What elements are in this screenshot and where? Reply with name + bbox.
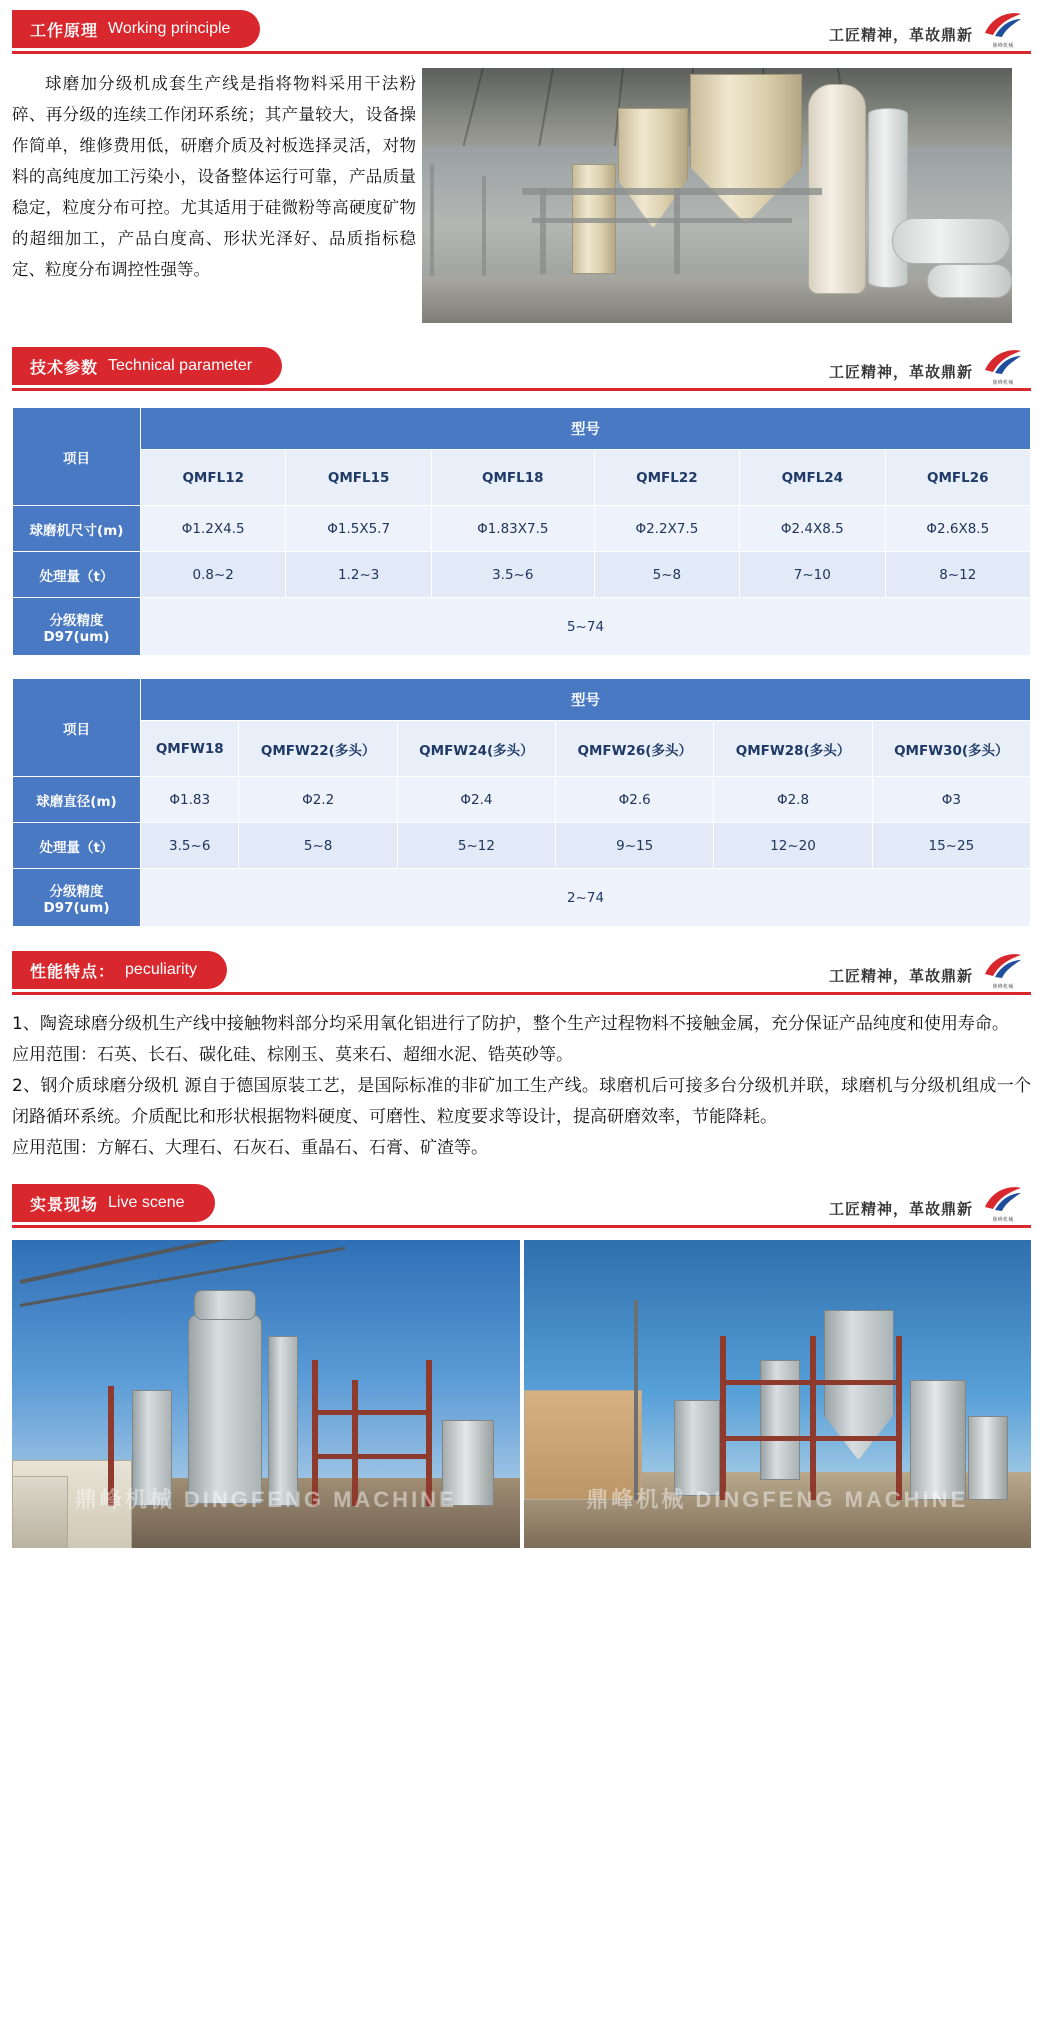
live-scene-photo-left xyxy=(12,1240,520,1548)
section-title-en: Working principle xyxy=(108,20,231,37)
photo-column xyxy=(760,1360,800,1480)
photo-building xyxy=(12,1476,68,1548)
row-label: 分级精度 D97(um) xyxy=(13,869,141,927)
data-cell: 8~12 xyxy=(885,552,1030,598)
peculiarity-line: 应用范围：方解石、大理石、石灰石、重晶石、石膏、矿渣等。 xyxy=(12,1138,488,1158)
logo-label: 鼎峰机械 xyxy=(992,380,1014,386)
data-cell: 9~15 xyxy=(556,823,714,869)
model-cell: QMFL26 xyxy=(885,450,1030,506)
photo-floor xyxy=(422,275,1012,323)
photo-tank xyxy=(910,1380,966,1500)
logo-swoosh-icon xyxy=(983,1185,1023,1211)
photo-watermark: 鼎峰机械 DINGFENG MACHINE xyxy=(74,1487,457,1512)
table-row xyxy=(13,721,1031,777)
section-header-peculiarity xyxy=(12,949,1031,995)
model-cell: QMFL24 xyxy=(740,450,885,506)
data-cell: 12~20 xyxy=(714,823,872,869)
section-tag xyxy=(12,951,227,989)
data-cell: Φ3 xyxy=(872,777,1030,823)
row-label: 分级精度 D97(um) xyxy=(13,598,141,656)
model-cell: QMFW30(多头） xyxy=(872,721,1030,777)
model-header: 型号 xyxy=(141,679,1031,721)
logo-label: 鼎峰机械 xyxy=(992,43,1014,49)
photo-frame xyxy=(896,1336,902,1500)
item-header: 项目 xyxy=(13,679,141,777)
data-cell: 5~8 xyxy=(594,552,739,598)
data-cell: Φ2.2 xyxy=(239,777,397,823)
data-cell: Φ1.83X7.5 xyxy=(431,506,594,552)
photo-silo xyxy=(188,1314,262,1504)
photo-frame xyxy=(312,1454,432,1459)
peculiarity-line: 应用范围：石英、长石、碳化硅、棕刚玉、莫来石、超细水泥、锆英砂等。 xyxy=(12,1045,573,1065)
data-cell: Φ2.2X7.5 xyxy=(594,506,739,552)
photo-duct xyxy=(927,264,1012,298)
company-logo xyxy=(979,1185,1027,1223)
model-cell: QMFW22(多头） xyxy=(239,721,397,777)
company-logo xyxy=(979,952,1027,990)
logo-label: 鼎峰机械 xyxy=(992,1217,1014,1223)
photo-silo-top xyxy=(194,1290,256,1320)
data-cell: Φ1.83 xyxy=(141,777,239,823)
photo-watermark: 鼎峰机械 DINGFENG MACHINE xyxy=(586,1487,969,1512)
live-scene-gallery xyxy=(12,1240,1031,1548)
photo-tank xyxy=(968,1416,1008,1500)
brand-slogan: 工匠精神，革故鼎新 xyxy=(828,27,973,44)
row-label: 处理量（t） xyxy=(13,552,141,598)
data-cell: Φ2.8 xyxy=(714,777,872,823)
photo-frame xyxy=(720,1436,900,1441)
photo-duct xyxy=(268,1336,298,1506)
company-logo xyxy=(979,348,1027,386)
brand-slogan: 工匠精神，革故鼎新 xyxy=(828,1201,973,1218)
section-title-cn: 实景现场 xyxy=(30,1196,99,1214)
section-title-cn: 性能特点： xyxy=(30,963,116,981)
logo-label: 鼎峰机械 xyxy=(992,984,1014,990)
data-cell: 5~74 xyxy=(141,598,1031,656)
table-row xyxy=(13,869,1031,927)
section-header-working-principle xyxy=(12,8,1031,54)
data-cell: Φ2.4 xyxy=(397,777,555,823)
brand-slogan: 工匠精神，革故鼎新 xyxy=(828,968,973,985)
table-row xyxy=(13,777,1031,823)
data-cell: Φ1.5X5.7 xyxy=(286,506,431,552)
model-header: 型号 xyxy=(141,408,1031,450)
brochure-page xyxy=(0,8,1043,1548)
data-cell: 3.5~6 xyxy=(141,823,239,869)
section-header-technical-parameter xyxy=(12,345,1031,391)
data-cell: 15~25 xyxy=(872,823,1030,869)
photo-duct xyxy=(892,218,1010,264)
spec-table-qmfl xyxy=(12,407,1031,656)
peculiarity-line: 2、钢介质球磨分级机 源自于德国原装工艺，是国际标准的非矿加工生产线。球磨机后可接多台分级机并联，球磨机与分级机组成一个闭路循环系统。介质配比和形状根据物料硬度、可磨性、粒度要求等设计，提高研磨效率，节能降耗。 xyxy=(12,1076,1031,1127)
section-title-en: Technical parameter xyxy=(108,357,253,374)
model-cell: QMFL22 xyxy=(594,450,739,506)
photo-frame xyxy=(720,1336,726,1500)
peculiarity-line: 1、陶瓷球磨分级机生产线中接触物料部分均采用氧化铝进行了防护，整个生产过程物料不接触金属，充分保证产品纯度和使用寿命。 xyxy=(12,1014,1009,1034)
data-cell: Φ1.2X4.5 xyxy=(141,506,286,552)
company-logo xyxy=(979,11,1027,49)
logo-swoosh-icon xyxy=(983,348,1023,374)
row-label: 球磨直径(m) xyxy=(13,777,141,823)
section-title-cn: 技术参数 xyxy=(30,359,99,377)
section-tag xyxy=(12,1184,215,1222)
item-header: 项目 xyxy=(13,408,141,506)
working-principle-photo xyxy=(422,68,1012,323)
data-cell: 0.8~2 xyxy=(141,552,286,598)
data-cell: 5~12 xyxy=(397,823,555,869)
table-row xyxy=(13,450,1031,506)
photo-pole xyxy=(634,1300,638,1500)
table-row xyxy=(13,506,1031,552)
row-label: 处理量（t） xyxy=(13,823,141,869)
logo-swoosh-icon xyxy=(983,11,1023,37)
table-row xyxy=(13,823,1031,869)
table-row xyxy=(13,598,1031,656)
photo-beam xyxy=(532,218,792,223)
model-cell: QMFW28(多头） xyxy=(714,721,872,777)
photo-beam xyxy=(522,188,822,195)
section-title-cn: 工作原理 xyxy=(30,22,99,40)
logo-swoosh-icon xyxy=(983,952,1023,978)
section-header-live-scene xyxy=(12,1182,1031,1228)
data-cell: 1.2~3 xyxy=(286,552,431,598)
data-cell: Φ2.6 xyxy=(556,777,714,823)
model-cell: QMFW24(多头） xyxy=(397,721,555,777)
model-cell: QMFL15 xyxy=(286,450,431,506)
table-row xyxy=(13,408,1031,450)
model-cell: QMFL12 xyxy=(141,450,286,506)
photo-frame xyxy=(810,1336,816,1500)
photo-beam xyxy=(674,188,680,274)
table-row xyxy=(13,552,1031,598)
section-title-en: peculiarity xyxy=(125,961,198,978)
photo-frame xyxy=(312,1410,432,1415)
model-cell: QMFW26(多头） xyxy=(556,721,714,777)
row-label: 球磨机尺寸(m) xyxy=(13,506,141,552)
photo-column xyxy=(674,1400,720,1496)
live-scene-photo-right xyxy=(524,1240,1032,1548)
data-cell: 5~8 xyxy=(239,823,397,869)
data-cell: Φ2.6X8.5 xyxy=(885,506,1030,552)
section-title-en: Live scene xyxy=(108,1194,185,1211)
data-cell: 7~10 xyxy=(740,552,885,598)
data-cell: Φ2.4X8.5 xyxy=(740,506,885,552)
photo-beam xyxy=(430,164,434,276)
peculiarity-body xyxy=(12,1009,1031,1164)
spec-table-qmfw xyxy=(12,678,1031,927)
model-cell: QMFL18 xyxy=(431,450,594,506)
section-tag xyxy=(12,10,260,48)
photo-beam xyxy=(540,188,546,274)
data-cell: 2~74 xyxy=(141,869,1031,927)
working-principle-paragraph: 球磨加分级机成套生产线是指将物料采用干法粉碎、再分级的连续工作闭环系统；其产量较大，设备操作简单，维修费用低，研磨介质及衬板选择灵活，对物料的高纯度加工污染小，设备整体运行可靠，产品质量稳定，粒度分布可控。尤其适用于硅微粉等高硬度矿物的超细加工，产品白度高、形状光泽好、品质指标稳定、粒度分布调控性强等。 xyxy=(12,74,416,279)
section-tag xyxy=(12,347,282,385)
working-principle-content xyxy=(12,68,1031,323)
table-row xyxy=(13,679,1031,721)
brand-slogan: 工匠精神，革故鼎新 xyxy=(828,364,973,381)
model-cell: QMFW18 xyxy=(141,721,239,777)
photo-frame xyxy=(720,1380,900,1385)
data-cell: 3.5~6 xyxy=(431,552,594,598)
photo-beam xyxy=(482,176,486,276)
